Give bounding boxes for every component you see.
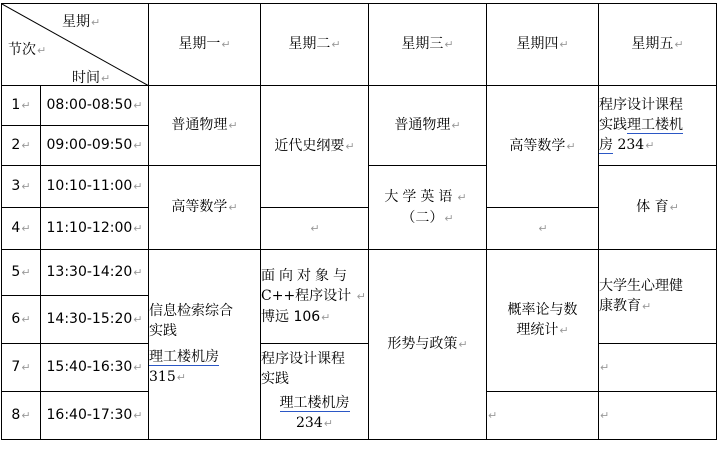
period-number: 6↵ bbox=[2, 296, 41, 344]
period-time: 13:30-14:20↵ bbox=[41, 250, 149, 296]
period-time: 15:40-16:30↵ bbox=[41, 344, 149, 392]
course-mon-math: 高等数学↵ bbox=[149, 166, 261, 250]
course-fri-psychology: 大学生心理健 康教育↵ bbox=[599, 250, 717, 344]
day-header-fri: 星期五↵ bbox=[599, 4, 717, 86]
period-number: 2↵ bbox=[2, 126, 41, 166]
course-tue-programming: 程序设计课程 实践 理工楼机房 234↵ bbox=[261, 344, 369, 440]
day-header-mon: 星期一↵ bbox=[149, 4, 261, 86]
period-time: 08:00-08:50↵ bbox=[41, 86, 149, 126]
period-time: 10:10-11:00↵ bbox=[41, 166, 149, 208]
course-fri-programming: 程序设计课程 实践理工楼机 房 234↵ bbox=[599, 86, 717, 166]
course-mon-physics: 普通物理↵ bbox=[149, 86, 261, 166]
course-thu-math: 高等数学↵ bbox=[487, 86, 599, 208]
course-wed-policy: 形势与政策↵ bbox=[369, 250, 487, 440]
period-time: 14:30-15:20↵ bbox=[41, 296, 149, 344]
period-number: 8↵ bbox=[2, 392, 41, 440]
empty-cell: ↵ bbox=[487, 392, 599, 440]
period-number: 3↵ bbox=[2, 166, 41, 208]
course-mon-info-retrieval: 信息检索综合 实践 理工楼机房 315↵ bbox=[149, 250, 261, 440]
corner-day-label: 星期↵ bbox=[62, 14, 101, 30]
period-time: 16:40-17:30↵ bbox=[41, 392, 149, 440]
course-wed-english: 大学英语↵ （二）↵ bbox=[369, 166, 487, 250]
period-number: 4↵ bbox=[2, 208, 41, 250]
course-tue-oop: 面向对象与 C++程序设计 ↵ 博远 106↵ bbox=[261, 250, 369, 344]
empty-cell: ↵ bbox=[599, 392, 717, 440]
corner-time-label: 时间↵ bbox=[72, 70, 111, 86]
class-schedule-table bbox=[1, 3, 716, 449]
course-fri-pe: 体 育↵ bbox=[599, 166, 717, 250]
empty-cell: ↵ bbox=[599, 344, 717, 392]
period-number: 1↵ bbox=[2, 86, 41, 126]
day-header-wed: 星期三↵ bbox=[369, 4, 487, 86]
course-wed-physics: 普通物理↵ bbox=[369, 86, 487, 166]
period-number: 5↵ bbox=[2, 250, 41, 296]
day-header-thu: 星期四↵ bbox=[487, 4, 599, 86]
period-time: 11:10-12:00↵ bbox=[41, 208, 149, 250]
period-number: 7↵ bbox=[2, 344, 41, 392]
corner-period-label: 节次↵ bbox=[8, 42, 47, 58]
period-time: 09:00-09:50↵ bbox=[41, 126, 149, 166]
day-header-tue: 星期二↵ bbox=[261, 4, 369, 86]
empty-cell: ↵ bbox=[261, 208, 369, 250]
course-tue-history: 近代史纲要↵ bbox=[261, 86, 369, 208]
empty-cell: ↵ bbox=[487, 208, 599, 250]
table-corner-header bbox=[2, 4, 149, 86]
course-thu-probability: 概率论与数 理统计↵ bbox=[487, 250, 599, 392]
